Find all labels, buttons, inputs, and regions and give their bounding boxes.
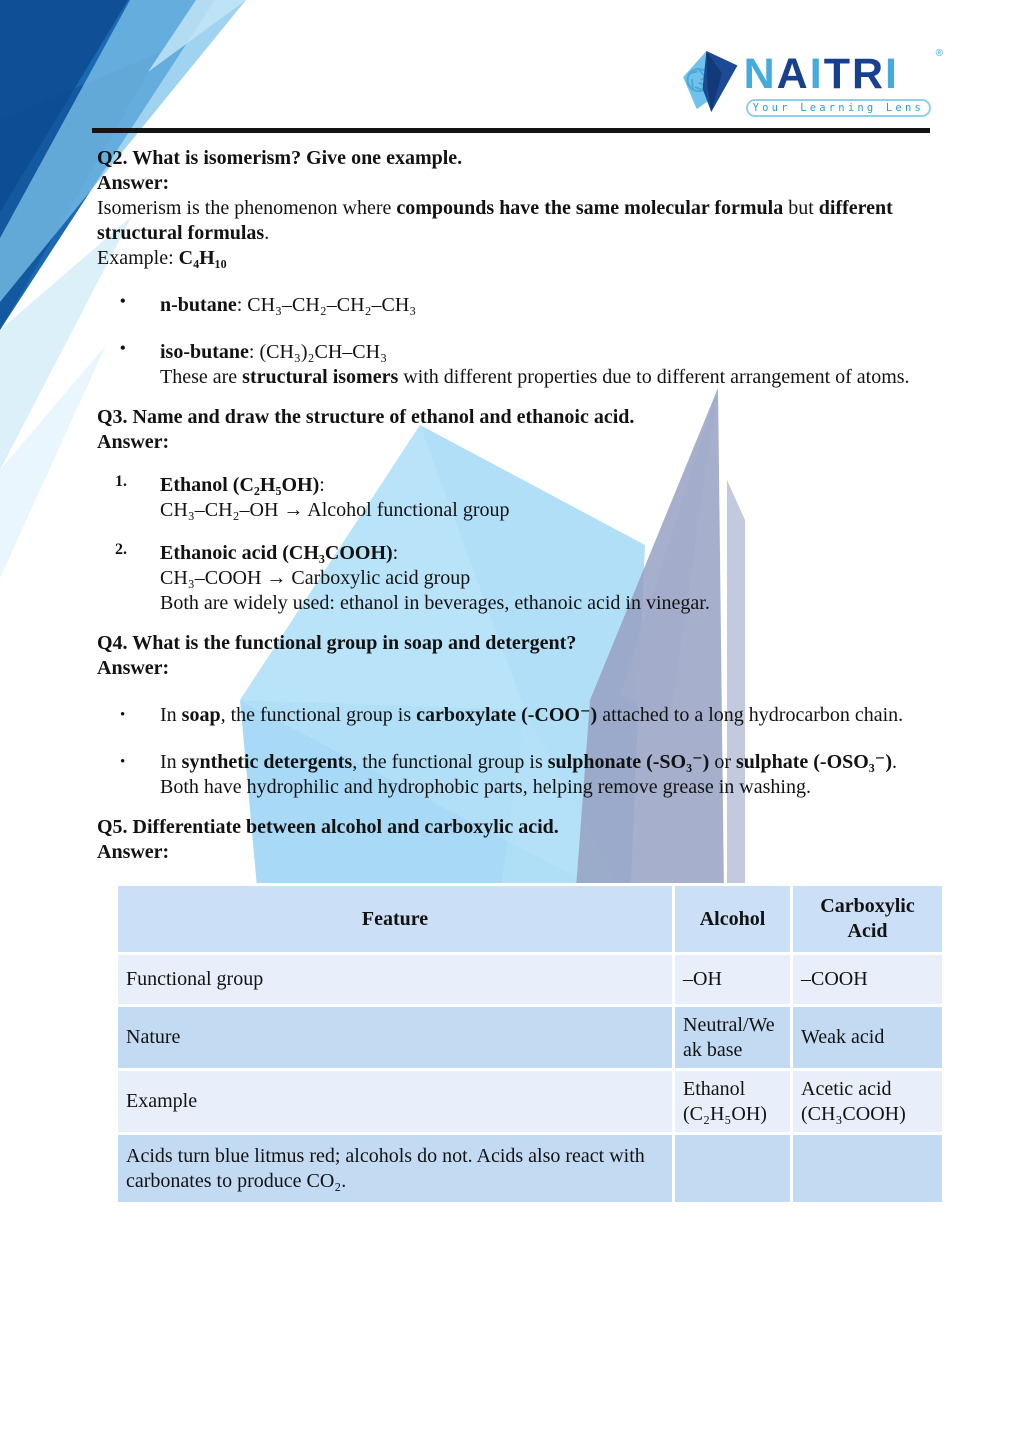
brand-letter: T	[823, 50, 852, 98]
brand-letter: I	[885, 50, 899, 98]
table-cell: Example	[117, 1070, 674, 1134]
table-cell: Nature	[117, 1006, 674, 1070]
term-bold: iso-butane	[160, 341, 249, 363]
q2-heading: Q2. What is isomerism? Give one example.	[97, 147, 463, 169]
column-header-alcohol: Alcohol	[674, 885, 792, 954]
text-run: .	[892, 751, 898, 773]
chemical-formula: C₄H₁₀	[178, 247, 227, 269]
text-run: :	[392, 542, 399, 564]
table-cell	[792, 1134, 944, 1204]
text-run: or	[709, 751, 736, 773]
q2-example	[97, 246, 933, 271]
text-run-bold: structural isomers	[242, 366, 399, 388]
table-row	[117, 1006, 944, 1070]
text-run: These are	[160, 366, 243, 388]
list-item-text	[160, 750, 933, 775]
brand-letter: A	[776, 50, 810, 98]
q5-heading: Q5. Differentiate between alcohol and carboxylic acid.	[97, 816, 559, 838]
table-row	[117, 1134, 944, 1204]
text-run: attached to a long hydrocarbon chain.	[597, 704, 904, 726]
registered-trademark: ®	[935, 48, 943, 59]
text-run-bold: sulphonate (-SO₃⁻)	[547, 751, 710, 773]
brand-letter: N	[743, 50, 777, 98]
text-run-bold: soap	[181, 704, 221, 726]
brand-wordmark	[744, 52, 931, 96]
text-run-bold: different structural formulas	[97, 197, 893, 244]
text-run: , the functional group is	[352, 751, 548, 773]
text-run-bold: compounds have the same molecular formula	[396, 197, 784, 219]
q4-heading: Q4. What is the functional group in soap and detergent?	[97, 632, 577, 654]
term-bold: n-butane	[160, 294, 237, 316]
bullet-icon: •	[120, 707, 126, 723]
q3-item-ethanol	[97, 473, 933, 523]
bullet-icon: •	[120, 754, 126, 770]
text-run: Isomerism is the phenomenon where	[97, 197, 397, 219]
chemical-formula: : (CH₃)₂CH–CH₃	[248, 341, 388, 363]
table-header-row	[117, 885, 944, 954]
logo	[681, 48, 943, 117]
table-row	[117, 1070, 944, 1134]
text-run: but	[783, 197, 819, 219]
list-item-text	[160, 541, 933, 566]
table-row	[117, 954, 944, 1006]
table-cell: Acetic acid (CH₃COOH)	[792, 1070, 944, 1134]
chemical-formula: : CH₃–CH₂–CH₂–CH₃	[236, 294, 417, 316]
text-run: , the functional group is	[220, 704, 417, 726]
table-cell: Weak acid	[792, 1006, 944, 1070]
list-item-text	[160, 703, 933, 728]
text-run-bold: carboxylate (-COO⁻)	[416, 704, 598, 726]
q5-answer-label: Answer:	[97, 841, 170, 863]
q4-bullet-detergents	[97, 750, 933, 800]
q2-answer-label: Answer:	[97, 172, 170, 194]
chemical-formula-line: CH₃–CH₂–OH → Alcohol functional group	[160, 499, 510, 521]
list-item-text	[160, 340, 933, 365]
brand-tagline: Your Learning Lens	[746, 99, 931, 117]
text-run-bold: sulphate (-OSO₃⁻)	[736, 751, 893, 773]
column-header-feature: Feature	[117, 885, 674, 954]
bullet-icon: •	[120, 293, 126, 310]
table-cell	[674, 1134, 792, 1204]
q4-answer-label: Answer:	[97, 657, 170, 679]
q2-bullet-n-butane	[97, 293, 933, 318]
q3-heading: Q3. Name and draw the structure of ethanol and ethanoic acid.	[97, 406, 635, 428]
list-item-text	[160, 365, 933, 390]
q2-intro	[97, 196, 933, 246]
text-run: with different properties due to different arrangement of atoms.	[398, 366, 910, 388]
list-number: 1.	[115, 473, 127, 490]
table-cell: Acids turn blue litmus red; alcohols do not. Acids also react with carbonates to produce CO₂.	[117, 1134, 674, 1204]
header-divider	[92, 128, 930, 133]
brand-letter: R	[851, 50, 886, 98]
q4-bullet-soap	[97, 703, 933, 728]
term-bold: Ethanol (C₂H₅OH)	[160, 474, 320, 496]
list-item-text	[160, 293, 933, 318]
list-item-text	[160, 473, 933, 498]
table-cell: Functional group	[117, 954, 674, 1006]
text-run-bold: synthetic detergents	[181, 751, 353, 773]
q3-answer-label: Answer:	[97, 431, 170, 453]
table-cell: –OH	[674, 954, 792, 1006]
q3-item-ethanoic-acid	[97, 541, 933, 616]
logo-lens-icon	[681, 50, 740, 114]
document-body	[97, 146, 933, 1205]
term-bold: Ethanoic acid (CH₃COOH)	[160, 542, 393, 564]
table-cell: –COOH	[792, 954, 944, 1006]
bullet-icon: •	[120, 340, 126, 357]
list-item-text: Both have hydrophilic and hydrophobic parts, helping remove grease in washing.	[160, 776, 811, 798]
text-run: :	[319, 474, 325, 496]
q2-bullet-iso-butane	[97, 340, 933, 390]
chemical-formula-line: CH₃–COOH → Carboxylic acid group	[160, 567, 471, 589]
text-run: Example:	[97, 247, 179, 269]
text-run: In	[160, 751, 182, 773]
table-cell: Ethanol (C₂H₅OH)	[674, 1070, 792, 1134]
table-cell: Neutral/Weak base	[674, 1006, 792, 1070]
text-run: In	[160, 704, 182, 726]
list-item-text: Both are widely used: ethanol in beverages, ethanoic acid in vinegar.	[160, 592, 710, 614]
column-header-carboxylic-acid: Carboxylic Acid	[792, 885, 944, 954]
text-run: .	[264, 222, 270, 244]
brand-letter: I	[809, 50, 824, 98]
comparison-table	[115, 883, 945, 1205]
list-number: 2.	[115, 541, 127, 558]
